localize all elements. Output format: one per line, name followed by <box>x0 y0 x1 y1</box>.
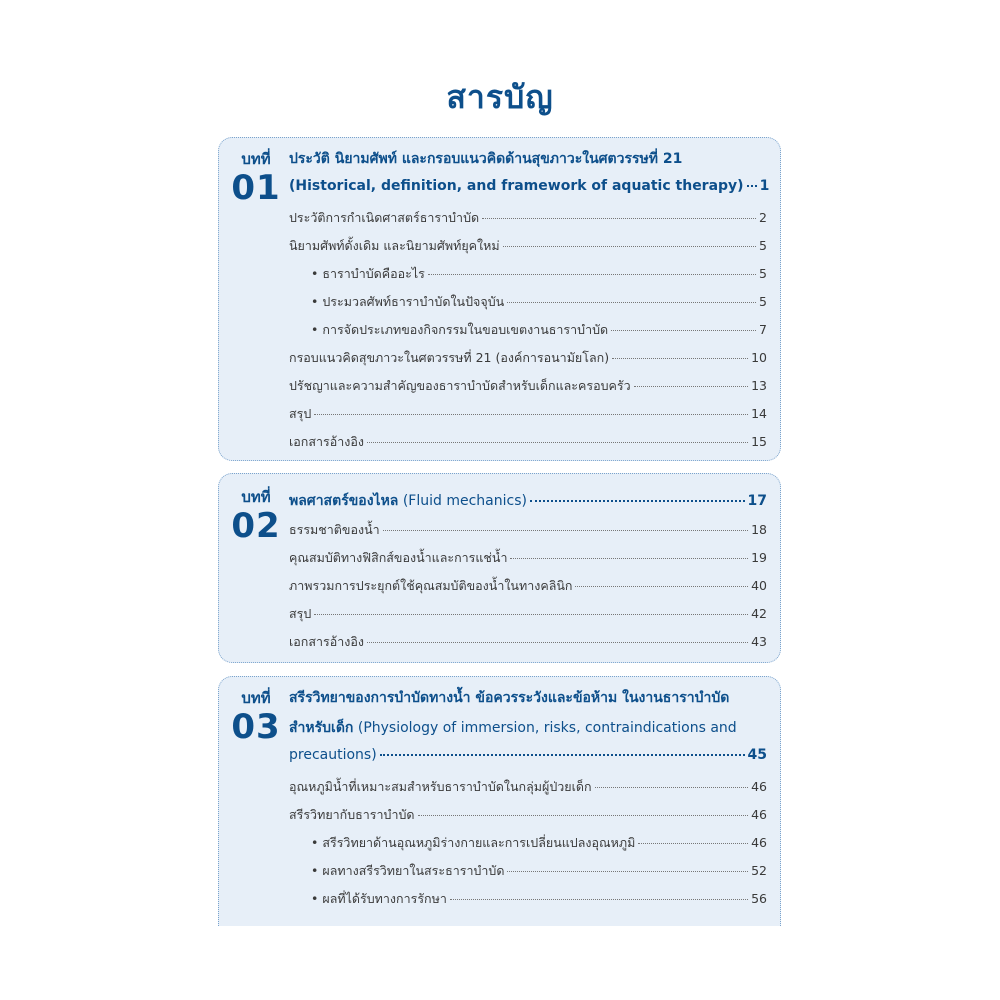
toc-entry[interactable] <box>289 632 767 652</box>
page-number: 19 <box>751 550 767 565</box>
toc-subentry[interactable] <box>311 320 767 340</box>
entry-text: ผลที่ได้รับทางการรักษา <box>322 891 447 906</box>
page-number: 14 <box>751 406 767 421</box>
dot-leader <box>380 754 745 756</box>
chapter-1-heading-en: (Historical, definition, and framework of aquatic therapy) <box>289 178 744 194</box>
chapter-3-heading-entry[interactable] <box>289 747 767 763</box>
bullet-icon: • <box>311 266 319 281</box>
dot-leader <box>507 871 748 872</box>
dot-leader <box>638 843 748 844</box>
page-number: 40 <box>751 578 767 593</box>
chapter-2-box <box>218 473 781 663</box>
page-number: 43 <box>751 634 767 649</box>
entry-text: การจัดประเภทของกิจกรรมในขอบเขตงานธาราบำบัด <box>322 322 609 337</box>
toc-entry[interactable] <box>289 404 767 424</box>
bullet-icon: • <box>311 322 319 337</box>
chapter-2-heading-entry[interactable] <box>289 490 767 512</box>
chapter-word: บทที่ <box>241 150 271 168</box>
page-number: 2 <box>759 210 767 225</box>
entry-text: คุณสมบัติทางฟิสิกส์ของน้ำและการแช่น้ำ <box>289 550 508 565</box>
toc-entry[interactable] <box>289 348 767 368</box>
dot-leader <box>634 386 748 387</box>
toc-entry[interactable] <box>289 548 767 568</box>
chapter-number: 03 <box>231 707 281 747</box>
page-number: 42 <box>751 606 767 621</box>
chapter-1-heading-entry[interactable] <box>289 178 770 194</box>
toc-entry[interactable] <box>289 376 767 396</box>
chapter-number: 02 <box>231 506 281 546</box>
chapter-1-heading[interactable]: ประวัติ นิยามศัพท์ และกรอบแนวคิดด้านสุขภาวะในศตวรรษที่ 21 <box>289 151 683 167</box>
toc-entry[interactable] <box>289 777 767 797</box>
chapter-3-heading[interactable]: สรีรวิทยาของการบำบัดทางน้ำ ข้อควรระวังและข้อห้าม ในงานธาราบำบัด <box>289 690 730 706</box>
toc-subentry[interactable] <box>311 292 767 312</box>
page-number: 45 <box>747 747 767 763</box>
entry-text: สรีรวิทยาด้านอุณหภูมิร่างกายและการเปลี่ยนแปลงอุณหภูมิ <box>322 835 636 850</box>
toc-entry[interactable] <box>289 805 767 825</box>
page-number: 13 <box>751 378 767 393</box>
dot-leader <box>595 787 749 788</box>
entry-text: นิยามศัพท์ดั้งเดิม และนิยามศัพท์ยุคใหม่ <box>289 238 500 253</box>
page-number: 46 <box>751 835 767 850</box>
entry-text: สรุป <box>289 406 312 421</box>
page-number: 17 <box>747 493 767 509</box>
chapter-1-box <box>218 137 781 461</box>
entry-text: อุณหภูมิน้ำที่เหมาะสมสำหรับธาราบำบัดในกลุ่มผู้ป่วยเด็ก <box>289 779 592 794</box>
page-title: สารบัญ <box>446 78 554 116</box>
entry-text: กรอบแนวคิดสุขภาวะในศตวรรษที่ 21 (องค์การอนามัยโลก) <box>289 350 610 365</box>
chapter-word: บทที่ <box>241 488 271 506</box>
dot-leader <box>314 614 748 615</box>
page-number: 18 <box>751 522 767 537</box>
dot-leader <box>612 358 748 359</box>
bullet-icon: • <box>311 863 319 878</box>
page-number: 1 <box>759 178 770 194</box>
dot-leader <box>510 558 748 559</box>
page-number: 46 <box>751 807 767 822</box>
page-number: 15 <box>751 434 767 449</box>
chapter-number: 01 <box>231 168 281 208</box>
page-number: 5 <box>759 266 767 281</box>
toc-entry[interactable] <box>289 208 767 228</box>
bullet-icon: • <box>311 835 319 850</box>
chapter-2-heading-en: (Fluid mechanics) <box>398 493 527 509</box>
dot-leader <box>450 899 748 900</box>
page-number: 52 <box>751 863 767 878</box>
entry-text: สรุป <box>289 606 312 621</box>
entry-text: ประมวลศัพท์ธาราบำบัดในปัจจุบัน <box>322 294 505 309</box>
entry-text: ภาพรวมการประยุกต์ใช้คุณสมบัติของน้ำในทางคลินิก <box>289 578 573 593</box>
chapter-1-label <box>231 150 281 208</box>
page-number: 5 <box>759 238 767 253</box>
page-number: 10 <box>751 350 767 365</box>
toc-entry[interactable] <box>289 236 767 256</box>
chapter-word: บทที่ <box>241 689 271 707</box>
chapter-3-heading-en: (Physiology of immersion, risks, contraindications and <box>353 720 737 736</box>
entry-text: ธรรมชาติของน้ำ <box>289 522 380 537</box>
dot-leader <box>575 586 748 587</box>
chapter-3-heading-th: สำหรับเด็ก <box>289 720 354 736</box>
page-number: 7 <box>759 322 767 337</box>
toc-entry[interactable] <box>289 576 767 596</box>
dot-leader <box>314 414 748 415</box>
chapter-2-heading-th: พลศาสตร์ของไหล <box>289 493 399 509</box>
chapter-3-heading-line2[interactable] <box>289 717 767 739</box>
chapter-2-label <box>231 488 281 546</box>
entry-text: สรีรวิทยากับธาราบำบัด <box>289 807 415 822</box>
dot-leader <box>367 642 748 643</box>
dot-leader <box>482 218 756 219</box>
entry-text: เอกสารอ้างอิง <box>289 634 364 649</box>
toc-subentry[interactable] <box>311 264 767 284</box>
entry-text: เอกสารอ้างอิง <box>289 434 364 449</box>
toc-subentry[interactable] <box>311 889 767 909</box>
toc-entry[interactable] <box>289 520 767 540</box>
bullet-icon: • <box>311 891 319 906</box>
toc-entry[interactable] <box>289 604 767 624</box>
page-number: 5 <box>759 294 767 309</box>
entry-text: ธาราบำบัดคืออะไร <box>322 266 425 281</box>
toc-entry[interactable] <box>289 432 767 452</box>
dot-leader <box>367 442 748 443</box>
dot-leader <box>383 530 748 531</box>
entry-text: ผลทางสรีรวิทยาในสระธาราบำบัด <box>322 863 505 878</box>
page-number: 46 <box>751 779 767 794</box>
dot-leader <box>530 500 745 502</box>
dot-leader <box>418 815 749 816</box>
dot-leader <box>507 302 756 303</box>
bullet-icon: • <box>311 294 319 309</box>
chapter-3-label <box>231 689 281 747</box>
chapter-3-heading-en-cont: precautions) <box>289 747 377 763</box>
dot-leader <box>503 246 756 247</box>
entry-text: ประวัติการกำเนิดศาสตร์ธาราบำบัด <box>289 210 480 225</box>
chapter-3-box <box>218 676 781 926</box>
toc-subentry[interactable] <box>311 833 767 853</box>
dot-leader <box>747 185 757 187</box>
page-number: 56 <box>751 891 767 906</box>
toc-subentry[interactable] <box>311 861 767 881</box>
entry-text: ปรัชญาและความสำคัญของธาราบำบัดสำหรับเด็กและครอบครัว <box>289 378 631 393</box>
dot-leader <box>611 330 756 331</box>
chapter-2-heading <box>289 490 527 512</box>
dot-leader <box>428 274 756 275</box>
